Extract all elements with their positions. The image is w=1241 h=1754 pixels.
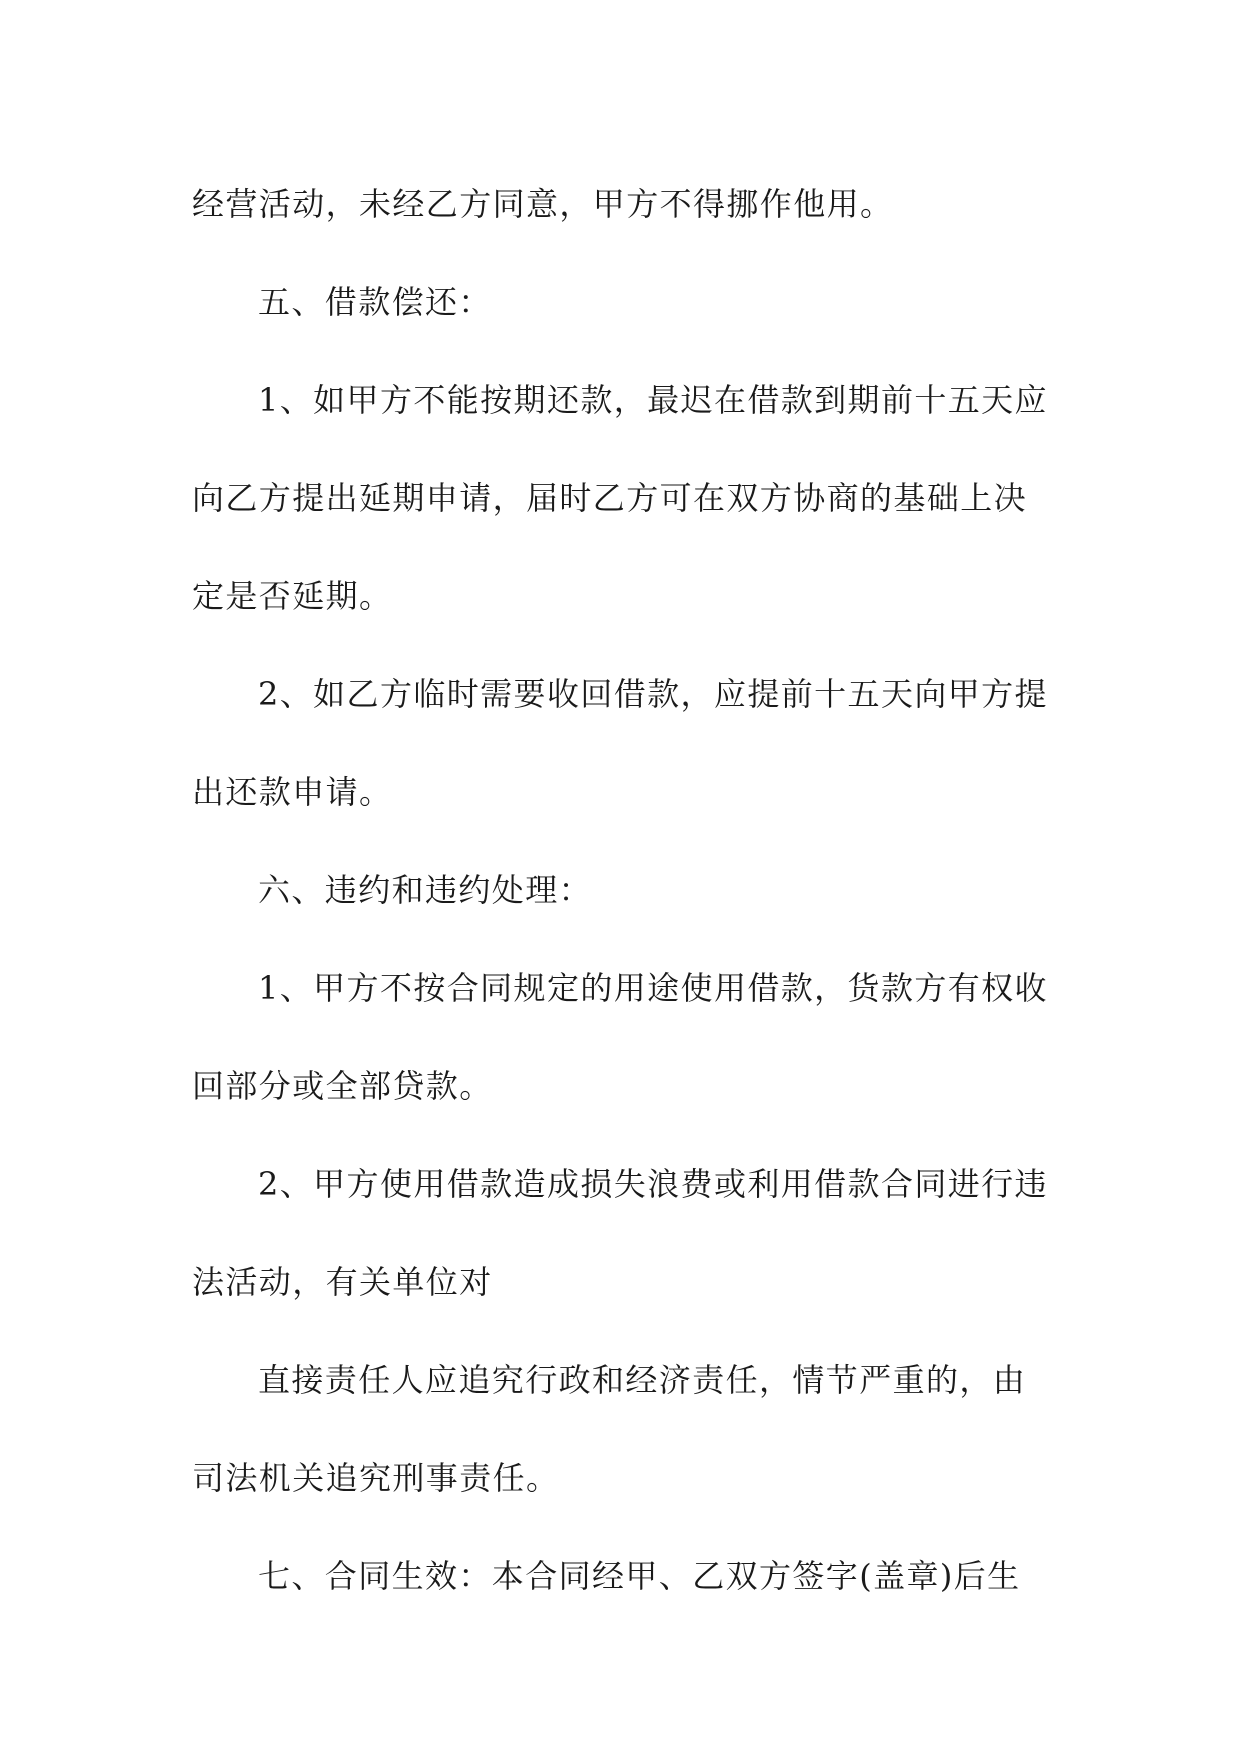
text-line-14: 司法机关追究刑事责任。 [192,1459,560,1497]
text-line-1: 经营活动，未经乙方同意，甲方不得挪作他用。 [192,185,894,223]
text-line-9: 1、甲方不按合同规定的用途使用借款，货款方有权收 [258,969,1048,1007]
text-line-13: 直接责任人应追究行政和经济责任，情节严重的，由 [258,1361,1027,1399]
text-line-3: 1、如甲方不能按期还款，最迟在借款到期前十五天应 [258,381,1048,419]
text-line-10: 回部分或全部贷款。 [192,1067,493,1105]
text-line-5: 定是否延期。 [192,577,393,615]
section-heading-breach: 六、违约和违约处理： [258,871,593,909]
text-line-7: 出还款申请。 [192,773,393,811]
section-heading-repayment: 五、借款偿还： [258,283,492,321]
text-line-6: 2、如乙方临时需要收回借款，应提前十五天向甲方提 [258,675,1048,713]
text-line-12: 法活动，有关单位对 [192,1263,493,1301]
text-line-11: 2、甲方使用借款造成损失浪费或利用借款合同进行违 [258,1165,1048,1203]
text-line-4: 向乙方提出延期申请，届时乙方可在双方协商的基础上决 [192,479,1028,517]
section-heading-effect: 七、合同生效：本合同经甲、乙双方签字(盖章)后生 [258,1557,1021,1595]
